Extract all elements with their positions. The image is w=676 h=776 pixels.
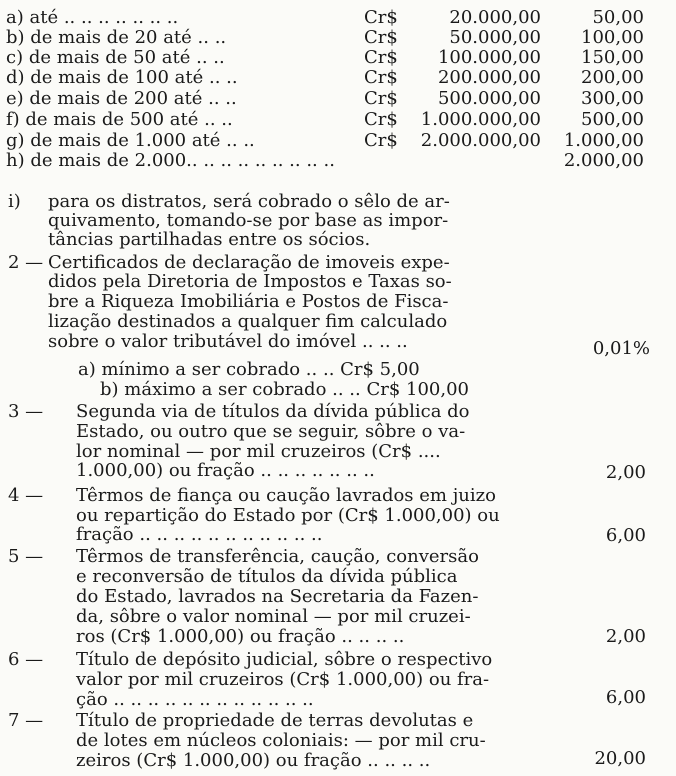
item-text-line: didos pela Diretoria de Impostos e Taxas so- xyxy=(48,271,452,292)
tariff-row-h xyxy=(6,151,646,171)
item-text-line: da, sôbre o valor nominal — por mil cruzei- xyxy=(76,606,471,627)
item-text-line: Certificados de declaração de imoveis expe- xyxy=(48,252,450,273)
item-text-line: zeiros (Cr$ 1.000,00) ou fração .. .. .. .. xyxy=(76,750,431,771)
item-text-line: e reconversão de títulos da dívida pública xyxy=(76,566,458,587)
item-text-line: ou repartição do Estado por (Cr$ 1.000,00) ou xyxy=(76,505,500,526)
item-number: 6 — xyxy=(8,649,44,670)
range-label: c) de mais de 50 até .. .. xyxy=(6,47,225,68)
item-text-line: Têrmos de fiança ou caução lavrados em juizo xyxy=(76,485,496,506)
range-label: b) de mais de 20 até .. .. xyxy=(6,27,227,48)
fee-value: 50,00 xyxy=(592,7,644,28)
range-label: f) de mais de 500 até .. .. xyxy=(6,109,233,130)
item-text-line: ros (Cr$ 1.000,00) ou fração .. .. .. .. xyxy=(76,626,405,647)
fee-value: 100,00 xyxy=(581,27,644,48)
item-text-line: valor por mil cruzeiros (Cr$ 1.000,00) ou fra- xyxy=(76,669,490,690)
item-text-line: bre a Riqueza Imobiliária e Postos de Fisca- xyxy=(48,291,449,312)
item-text-line: sobre o valor tributável do imóvel .. .. .. xyxy=(48,331,408,352)
currency-label: Cr$ xyxy=(364,109,398,130)
item-number: 7 — xyxy=(8,710,44,731)
tariff-row-f xyxy=(6,110,646,130)
item-price: 2,00 xyxy=(605,462,646,483)
range-amount: 100.000,00 xyxy=(437,47,541,68)
maximum-charge-line: b) máximo a ser cobrado .. .. Cr$ 100,00 xyxy=(100,379,469,400)
item-number: 4 — xyxy=(8,485,44,506)
tariff-row-c xyxy=(6,48,646,68)
range-amount: 200.000,00 xyxy=(437,67,541,88)
range-label: a) até .. .. .. .. .. .. .. xyxy=(6,7,179,28)
currency-label: Cr$ xyxy=(364,88,398,109)
item-text-line: Segunda via de títulos da dívida pública do xyxy=(76,401,470,422)
tariff-row-a xyxy=(6,8,646,28)
item-text-line: 1.000,00) ou fração .. .. .. .. .. .. .. xyxy=(76,460,375,481)
item-price: 6,00 xyxy=(605,525,646,546)
item-text-line: lização destinados a qualquer fim calculado xyxy=(48,311,448,332)
range-label: g) de mais de 1.000 até .. .. xyxy=(6,130,255,151)
item-price: 20,00 xyxy=(594,748,646,769)
range-amount: 500.000,00 xyxy=(437,88,541,109)
currency-label: Cr$ xyxy=(364,47,398,68)
item-text-line: Têrmos de transferência, caução, conversão xyxy=(76,546,479,567)
fee-value: 150,00 xyxy=(581,47,644,68)
currency-label: Cr$ xyxy=(364,67,398,88)
minimum-charge-line: a) mínimo a ser cobrado .. .. Cr$ 5,00 xyxy=(78,359,420,380)
item-number: 2 — xyxy=(8,252,44,273)
range-amount: 50.000,00 xyxy=(449,27,541,48)
item-price: 6,00 xyxy=(605,687,646,708)
item-number: 3 — xyxy=(8,401,44,422)
range-amount: 20.000,00 xyxy=(449,7,541,28)
tariff-row-d xyxy=(6,68,646,88)
currency-label: Cr$ xyxy=(364,130,398,151)
item-text-line: para os distratos, será cobrado o sêlo de ar- xyxy=(48,191,450,212)
item-text-line: tâncias partilhadas entre os sócios. xyxy=(48,229,371,250)
item-text-line: fração .. .. .. .. .. .. .. .. .. .. .. xyxy=(76,524,323,545)
range-amount: 1.000.000,00 xyxy=(420,109,541,130)
range-label: h) de mais de 2.000.. .. .. .. .. .. .. .. .. xyxy=(6,150,335,171)
item-text-line: lor nominal — por mil cruzeiros (Cr$ .... xyxy=(76,441,441,462)
tariff-row-e xyxy=(6,89,646,109)
fee-value: 300,00 xyxy=(581,88,644,109)
item-text-line: Título de propriedade de terras devolutas e xyxy=(76,710,474,731)
range-amount: 2.000.000,00 xyxy=(420,130,541,151)
currency-label: Cr$ xyxy=(364,27,398,48)
range-label: d) de mais de 100 até .. .. xyxy=(6,67,238,88)
item-text-line: de lotes em núcleos coloniais: — por mil cru- xyxy=(76,730,486,751)
item-number: i) xyxy=(8,191,21,212)
currency-label: Cr$ xyxy=(364,7,398,28)
item-text-line: do Estado, lavrados na Secretaria da Fazen- xyxy=(76,586,479,607)
range-label: e) de mais de 200 até .. .. xyxy=(6,88,237,109)
item-price: 0,01% xyxy=(592,338,650,359)
fee-value: 2.000,00 xyxy=(563,150,644,171)
tariff-row-b xyxy=(6,28,646,48)
fee-value: 1.000,00 xyxy=(563,130,644,151)
item-number: 5 — xyxy=(8,546,44,567)
fee-value: 500,00 xyxy=(581,109,644,130)
item-price: 2,00 xyxy=(605,626,646,647)
item-text-line: Título de depósito judicial, sôbre o respectivo xyxy=(76,649,493,670)
fee-value: 200,00 xyxy=(581,67,644,88)
item-text-line: ção .. .. .. .. .. .. .. .. .. .. .. .. xyxy=(76,689,314,710)
item-text-line: quivamento, tomando-se por base as impor- xyxy=(48,210,449,231)
tariff-row-g xyxy=(6,131,646,151)
item-text-line: Estado, ou outro que se seguir, sôbre o va- xyxy=(76,421,466,442)
